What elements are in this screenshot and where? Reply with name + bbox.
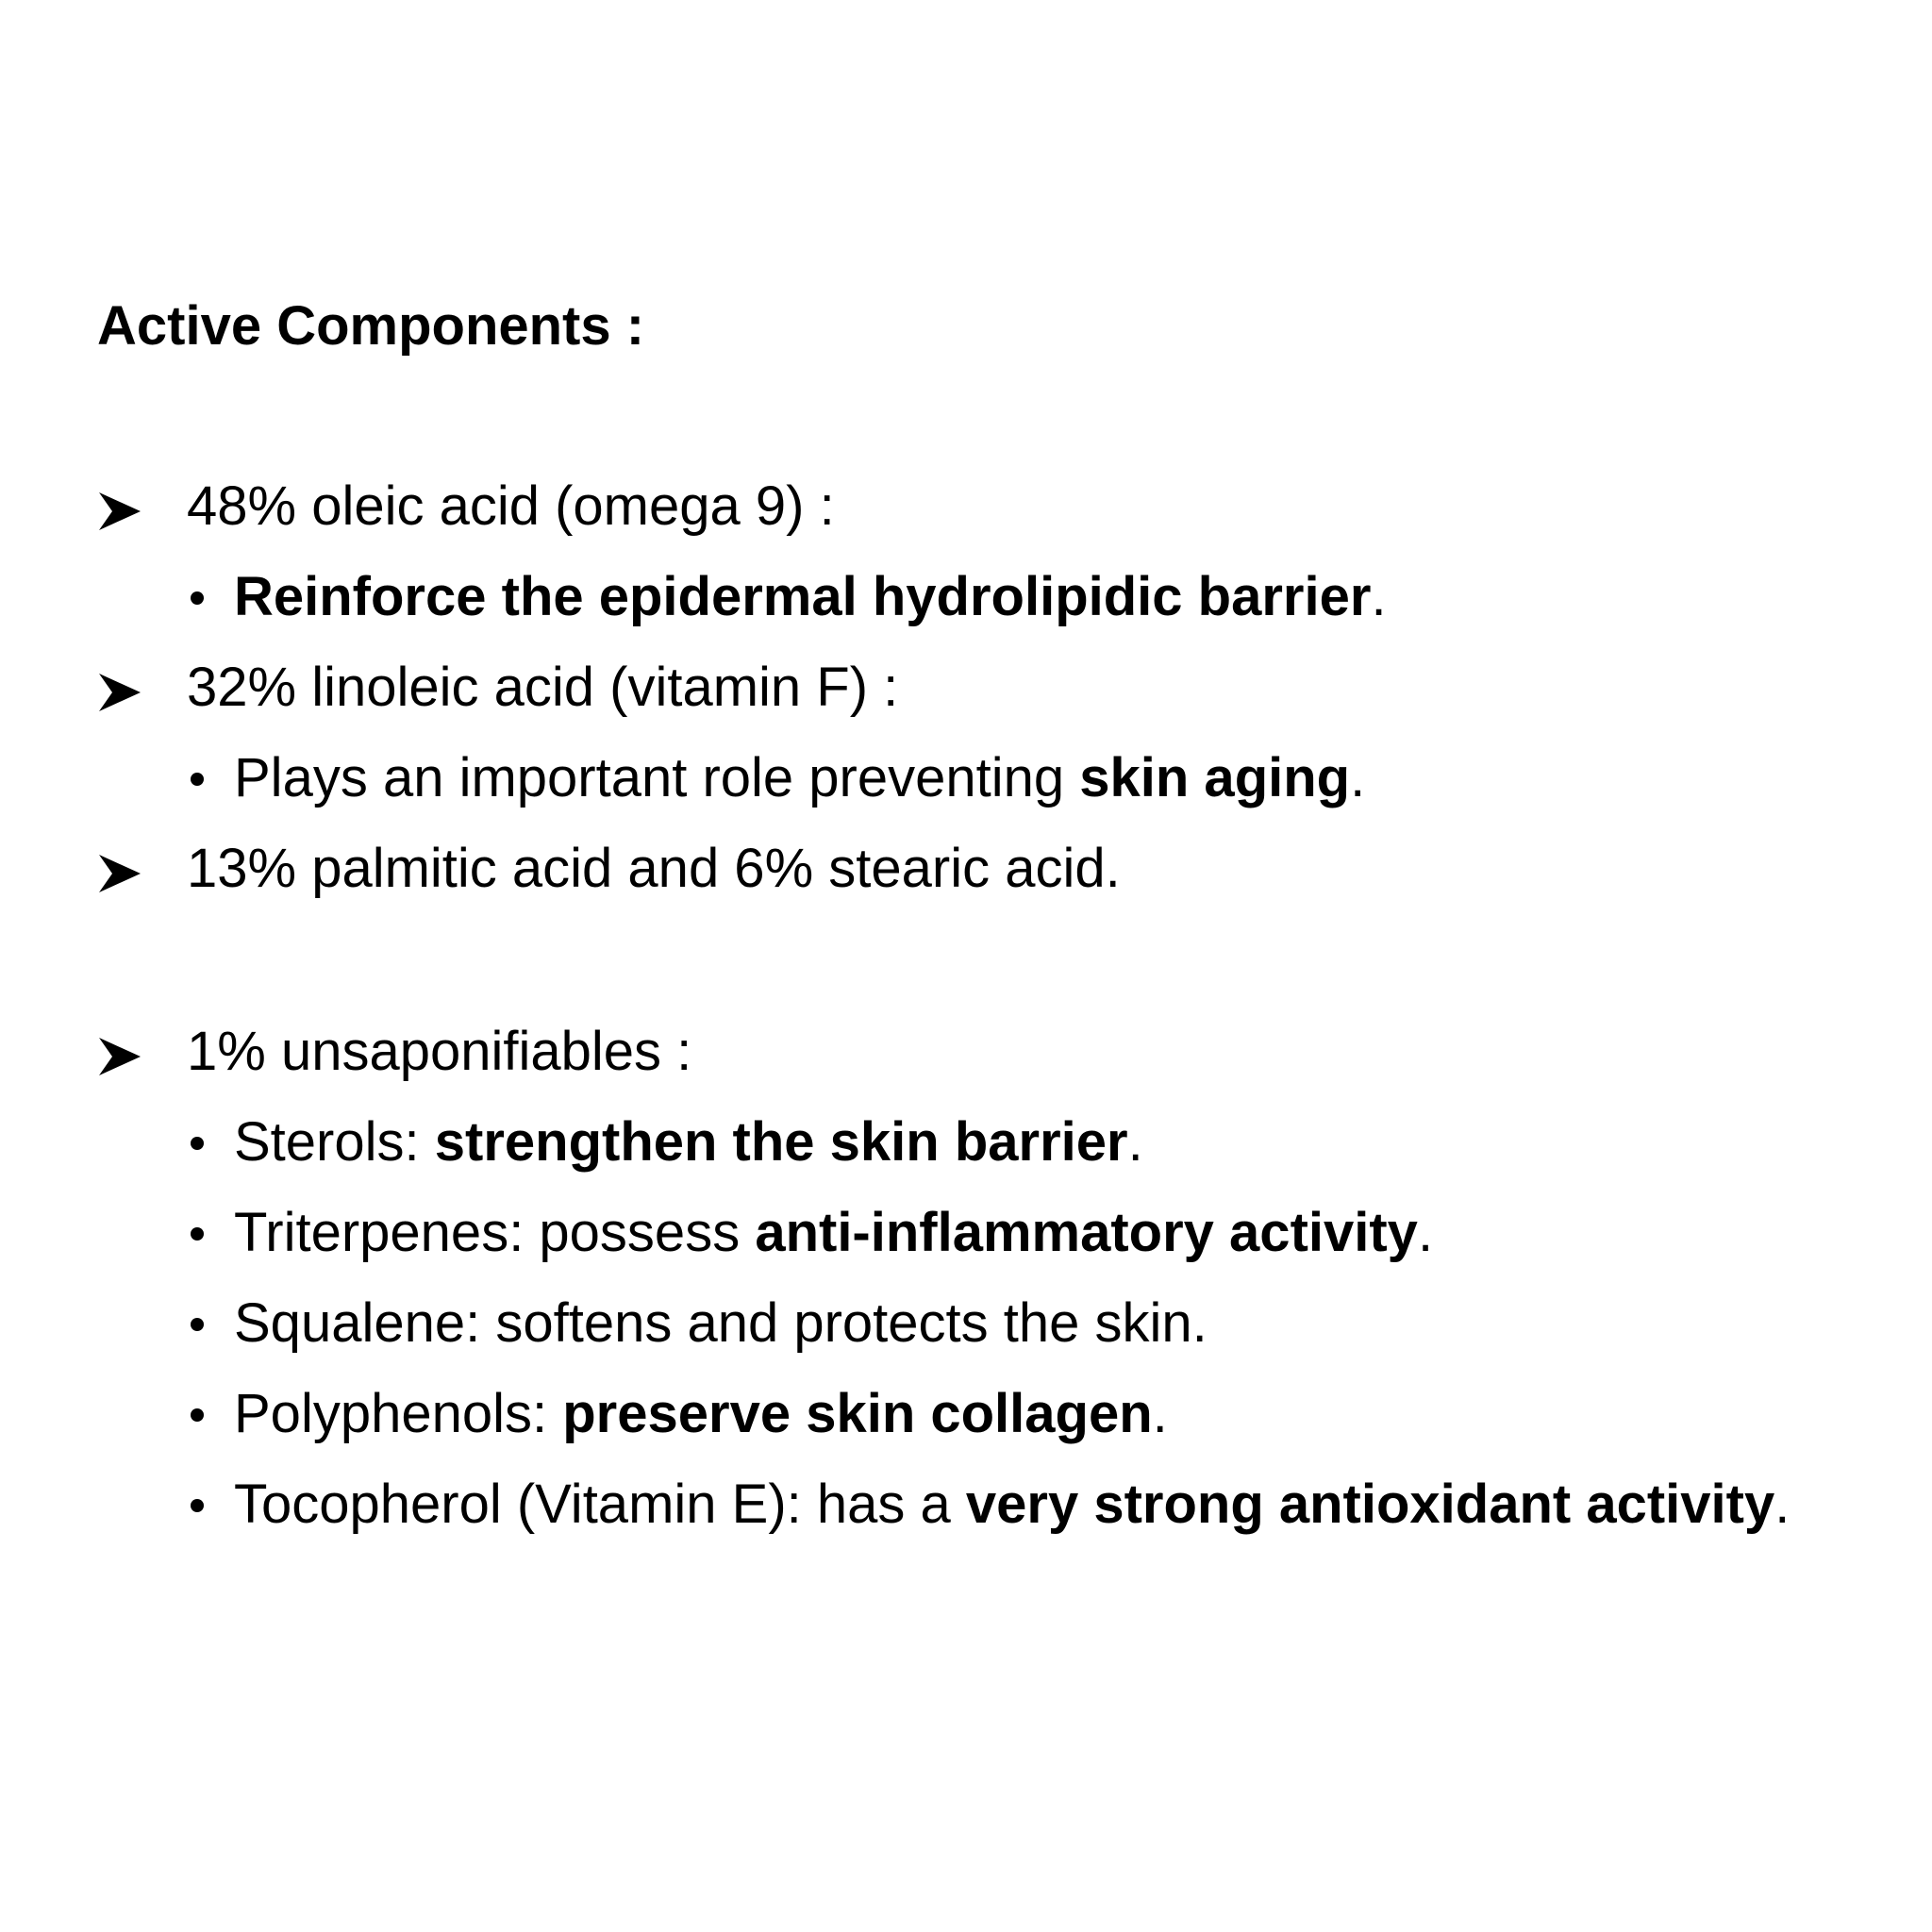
list-item-text: 1% unsaponifiables : <box>187 1021 692 1082</box>
section-heading: Active Components : <box>97 295 645 357</box>
sub-list-item-text: Tocopherol (Vitamin E): has a very strong antioxidant activity. <box>234 1474 1790 1535</box>
round-bullet-icon <box>191 1408 204 1422</box>
sub-list-item-text: Reinforce the epidermal hydrolipidic barrier. <box>234 566 1387 627</box>
sub-list-item-text: Squalene: softens and protects the skin. <box>234 1292 1208 1354</box>
round-bullet-icon <box>191 591 204 605</box>
arrowhead-bullet-icon <box>97 490 142 533</box>
round-bullet-icon <box>191 1137 204 1150</box>
list-item-text: 48% oleic acid (omega 9) : <box>187 475 835 537</box>
arrowhead-bullet-icon <box>97 852 142 895</box>
arrowhead-bullet-icon <box>97 671 142 714</box>
round-bullet-icon <box>191 1318 204 1331</box>
sub-list-item-text: Sterols: strengthen the skin barrier. <box>234 1111 1143 1173</box>
list-item-text: 32% linoleic acid (vitamin F) : <box>187 657 899 718</box>
round-bullet-icon <box>191 1227 204 1241</box>
round-bullet-icon <box>191 773 204 786</box>
list-item-text: 13% palmitic acid and 6% stearic acid. <box>187 838 1121 899</box>
sub-list-item-text: Triterpenes: possess anti-inflammatory activity. <box>234 1202 1434 1263</box>
sub-list-item-text: Polyphenols: preserve skin collagen. <box>234 1383 1168 1444</box>
round-bullet-icon <box>191 1499 204 1512</box>
arrowhead-bullet-icon <box>97 1035 142 1078</box>
sub-list-item-text: Plays an important role preventing skin aging. <box>234 747 1366 808</box>
